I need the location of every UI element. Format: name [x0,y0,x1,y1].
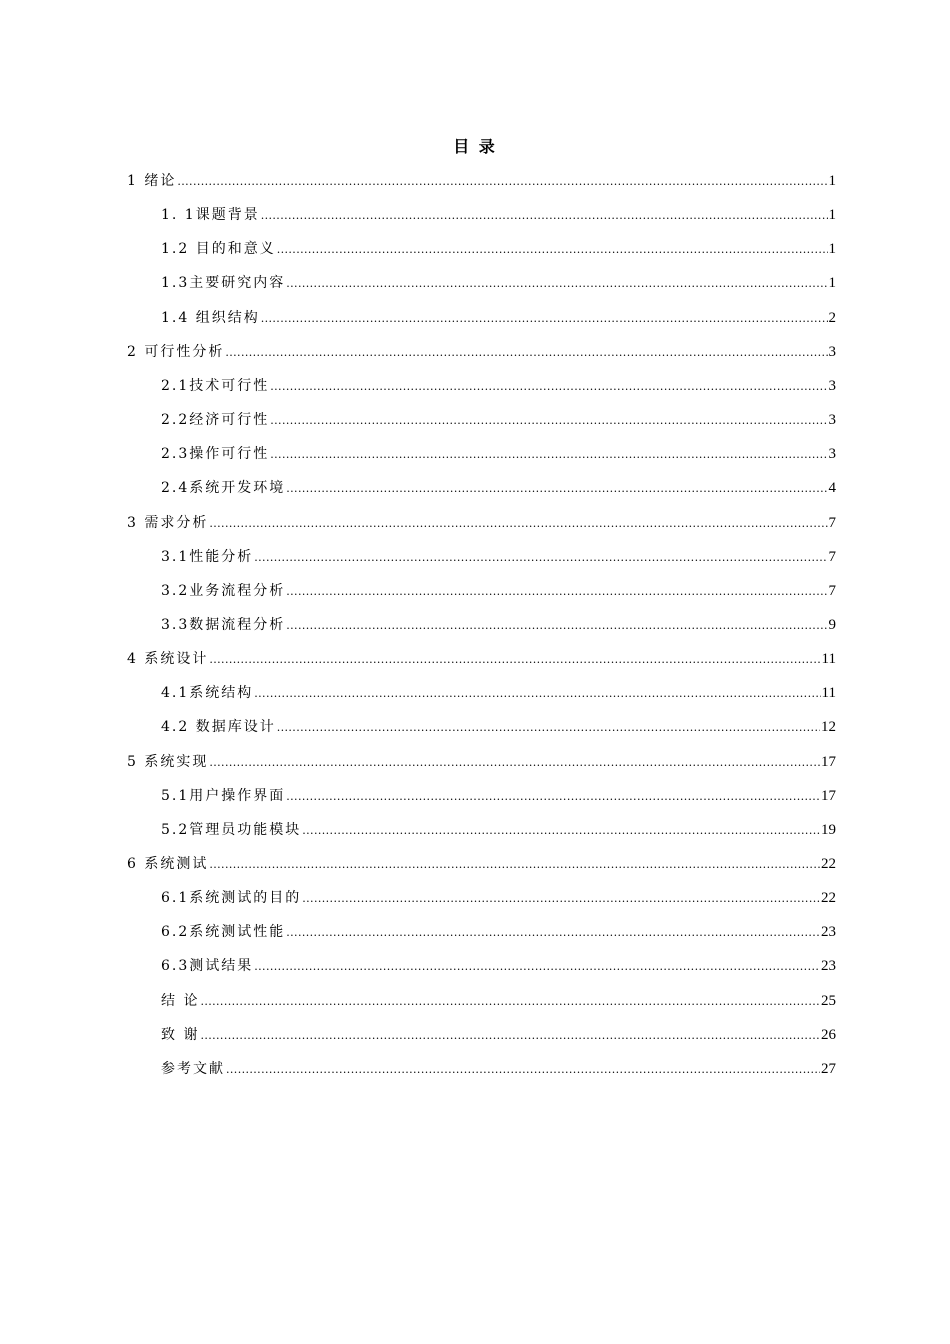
toc-dot-leader [226,1058,820,1081]
toc-dot-leader [261,307,828,330]
toc-entry-label: 3.3数据流程分析 [161,616,286,633]
toc-entry[interactable] [161,238,836,260]
toc-entry-page-number: 3 [828,412,836,429]
toc-dot-leader [209,512,827,535]
toc-entry-label: 5.1用户操作界面 [161,787,286,804]
toc-entry-label: 1.2 目的和意义 [161,241,276,258]
toc-entry-label: 参考文献 [161,1060,225,1077]
toc-entry-page-number: 17 [821,753,836,770]
toc-dot-leader [270,443,827,466]
toc-entry[interactable] [127,341,836,363]
toc-entry[interactable] [127,853,836,875]
toc-entry-page-number: 3 [828,446,836,463]
toc-entry-label: 4.1系统结构 [161,685,254,702]
toc-entry-label: 1.4 组织结构 [161,309,260,326]
toc-dot-leader [286,272,827,295]
toc-entry[interactable] [161,990,836,1012]
toc-entry-page-number: 17 [821,787,836,804]
toc-dot-leader [225,341,827,364]
toc-entry[interactable] [161,375,836,397]
toc-entry[interactable] [161,443,836,465]
toc-dot-leader [209,648,820,671]
toc-entry-page-number: 11 [821,651,836,668]
toc-entry-label: 6.2系统测试性能 [161,924,286,941]
toc-entry[interactable] [161,614,836,636]
toc-entry-label: 1.3主要研究内容 [161,275,286,292]
toc-entry-page-number: 27 [821,1060,836,1077]
toc-dot-leader [302,819,820,842]
toc-entry[interactable] [161,921,836,943]
toc-entry[interactable] [161,819,836,841]
toc-entry[interactable] [127,751,836,773]
toc-dot-leader [254,682,820,705]
toc-entry-label: 5 系统实现 [127,753,209,770]
toc-entry[interactable] [161,1058,836,1080]
toc-dot-leader [277,238,828,261]
toc-entry[interactable] [161,887,836,909]
toc-dot-leader [209,853,820,876]
toc-entry-label: 4.2 数据库设计 [161,719,276,736]
toc-entry-page-number: 2 [828,309,836,326]
toc-dot-leader [254,955,820,978]
toc-entry[interactable] [161,204,836,226]
toc-entry-page-number: 1 [828,241,836,258]
toc-entry-page-number: 4 [828,480,836,497]
toc-entry-label: 2.3操作可行性 [161,446,270,463]
toc-dot-leader [270,409,827,432]
toc-dot-leader [177,170,827,193]
toc-entry-page-number: 23 [821,958,836,975]
toc-entry-label: 1 绪论 [127,173,177,189]
toc-entry-label: 2.4系统开发环境 [161,480,286,497]
toc-entry-page-number: 25 [821,992,836,1009]
toc-entry-page-number: 7 [828,514,836,531]
toc-dot-leader [209,751,820,774]
toc-title: 目 录 [453,137,497,156]
toc-entry[interactable] [161,272,836,294]
toc-entry-page-number: 22 [821,856,836,872]
toc-entry-page-number: 1 [828,275,836,292]
toc-entry-page-number: 9 [828,616,836,633]
toc-dot-leader [286,785,820,808]
toc-entry[interactable] [161,307,836,329]
toc-entry-page-number: 7 [828,548,836,565]
toc-entry-page-number: 11 [821,685,836,702]
toc-dot-leader [270,375,827,398]
toc-dot-leader [261,204,828,227]
toc-entry-label: 2.1技术可行性 [161,377,270,394]
toc-entry-page-number: 12 [821,719,836,736]
toc-entry-page-number: 22 [821,890,836,907]
toc-entry[interactable] [161,716,836,738]
toc-entry-label: 3.2业务流程分析 [161,582,286,599]
toc-entry-label: 1. 1课题背景 [161,207,260,224]
toc-entry[interactable] [161,955,836,977]
toc-dot-leader [277,716,820,739]
toc-entry-label: 6 系统测试 [127,856,209,872]
toc-entry[interactable] [161,580,836,602]
toc-entry[interactable] [161,546,836,568]
toc-dot-leader [286,477,827,500]
toc-entry-page-number: 26 [821,1026,836,1043]
toc-entry[interactable] [161,409,836,431]
toc-dot-leader [200,1024,820,1047]
toc-dot-leader [286,921,820,944]
toc-entry-page-number: 3 [828,343,836,360]
toc-entry[interactable] [127,170,836,192]
toc-entry-label: 致 谢 [161,1026,200,1043]
toc-dot-leader [286,614,827,637]
toc-entry[interactable] [161,477,836,499]
toc-entry-page-number: 1 [828,207,836,224]
toc-entry-label: 6.1系统测试的目的 [161,890,302,907]
toc-entry-page-number: 23 [821,924,836,941]
toc-entry-page-number: 1 [828,173,836,189]
toc-entry-page-number: 19 [821,821,836,838]
toc-entry-page-number: 7 [828,582,836,599]
toc-entry-label: 6.3测试结果 [161,958,254,975]
toc-entry-label: 3.1性能分析 [161,548,254,565]
toc-entry[interactable] [161,682,836,704]
toc-entry-label: 3 需求分析 [127,514,209,531]
toc-entry[interactable] [127,512,836,534]
toc-dot-leader [200,990,820,1013]
toc-entry[interactable] [161,785,836,807]
toc-entry[interactable] [161,1024,836,1046]
toc-dot-leader [302,887,820,910]
toc-dot-leader [286,580,827,603]
toc-dot-leader [254,546,827,569]
toc-entry[interactable] [127,648,836,670]
toc-entry-label: 结 论 [161,992,200,1009]
toc-entry-label: 2.2经济可行性 [161,412,270,429]
toc-entry-label: 2 可行性分析 [127,343,225,360]
toc-entry-label: 5.2管理员功能模块 [161,821,302,838]
toc-entry-page-number: 3 [828,377,836,394]
toc-entry-label: 4 系统设计 [127,651,209,668]
